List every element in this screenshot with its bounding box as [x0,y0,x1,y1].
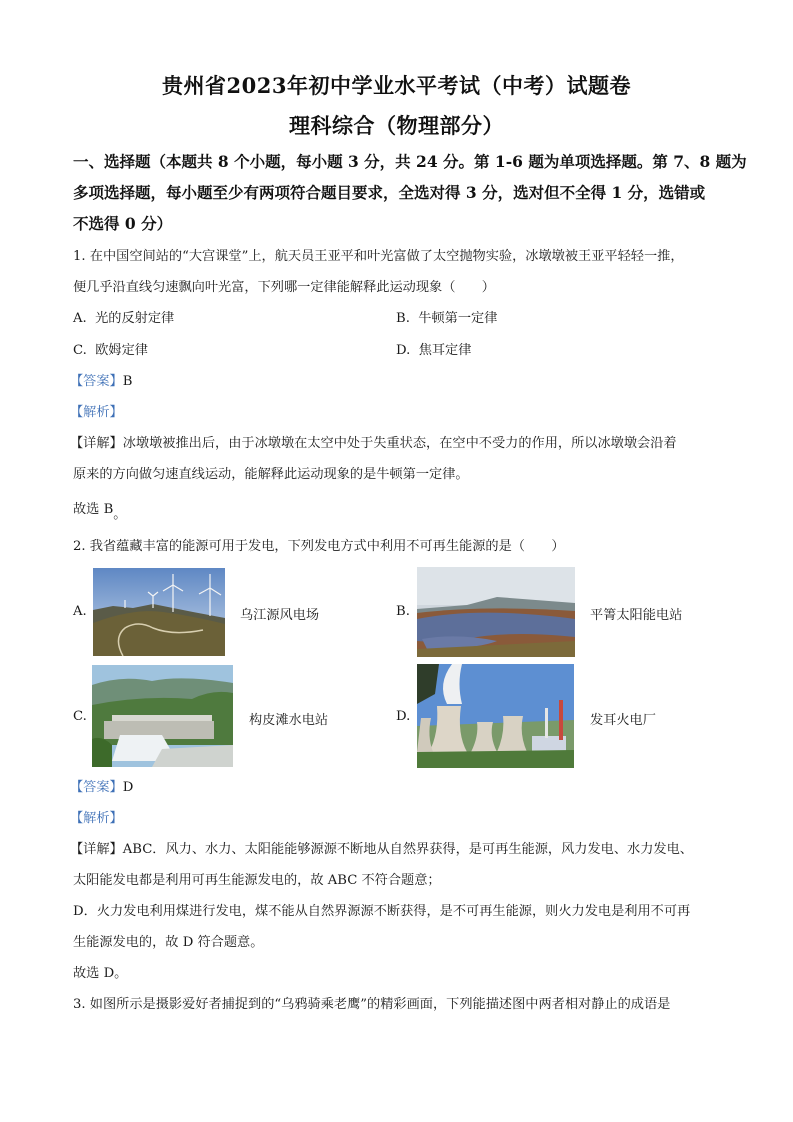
q2-detail-line2: 太阳能发电都是利用可再生能源发电的，故 ABC 不符合题意； [73,873,441,888]
q1-option-c [73,339,148,358]
q1-stem-line2: 便几乎沿直线匀速飘向叶光富，下列哪一定律能解释此运动现象（ ） [73,280,495,295]
thermal-plant-image [417,664,574,768]
q2-detail-line1 [70,838,693,857]
q2-detail-line3: D．火力发电利用煤进行发电，煤不能从自然界源源不断获得，是不可再生能源，则火力发电是利用不可再 [73,904,691,919]
option-text: 欧姆定律 [95,343,148,358]
answer-label: 【答案】 [70,374,123,389]
option-text: 焦耳定律 [418,343,472,358]
q1-option-a [73,307,174,326]
q1-answer [70,370,132,389]
q3-stem: 3. 如图所示是摄影爱好者捕捉到的“乌鸦骑乘老鹰”的精彩画面，下列能描述图中两者相对静止的成语是 [73,997,671,1012]
q2-option-d-key: D. [396,709,411,724]
page-title: 贵州省2023年初中学业水平考试（中考）试题卷 [162,73,631,98]
section-instructions-line3: 不选得 0 分） [73,214,173,233]
q1-stem-line1: 1. 在中国空间站的“大宫课堂”上，航天员王亚平和叶光富做了太空抛物实验，冰墩墩被王亚平轻轻一推， [73,249,684,264]
q1-conclusion [73,498,127,522]
option-key: C. [73,343,87,358]
q2-option-a-label: 乌江源风电场 [240,608,320,623]
answer-label: 【答案】 [70,780,123,795]
page-subtitle: 理科综合（物理部分） [289,113,504,138]
q2-detail-line4: 生能源发电的，故 D 符合题意。 [73,935,264,950]
detail-text: 冰墩墩被推出后，由于冰墩墩在太空中处于失重状态，在空中不受力的作用，所以冰墩墩会沿着 [122,436,677,451]
q2-option-c-label: 构皮滩水电站 [249,713,329,728]
conclusion-text: 故选 B [73,502,114,517]
option-key: D. [396,343,411,358]
option-key: A. [73,311,87,326]
q2-option-b-key: B. [396,604,410,619]
q1-detail-line2: 原来的方向做匀速直线运动，能解释此运动现象的是牛顿第一定律。 [73,467,469,482]
section-instructions-line2: 多项选择题，每小题至少有两项符合题目要求，全选对得 3 分，选对但不全得 1 分，选错或 [73,183,706,202]
q2-answer [70,776,133,795]
q2-option-c-key: C. [73,709,87,724]
detail-text: ABC．风力、水力、太阳能能够源源不断地从自然界获得，是可再生能源，风力发电、水力发电、 [122,842,693,857]
q1-option-b [396,307,497,326]
q2-stem: 2. 我省蕴藏丰富的能源可用于发电，下列发电方式中利用不可再生能源的是（ ） [73,539,565,554]
section-instructions-line1: 一、选择题（本题共 8 个小题，每小题 3 分，共 24 分。第 1-6 题为单项选择题。第 7、8 题为 [73,152,747,171]
q1-analysis-label: 【解析】 [70,405,123,420]
option-key: B. [396,311,410,326]
q2-option-b-label: 平箐太阳能电站 [590,608,683,623]
answer-value: B [122,374,133,389]
q2-analysis-label: 【解析】 [70,811,123,826]
q2-option-a-key: A. [73,604,87,619]
option-text: 牛顿第一定律 [418,311,498,326]
wind-farm-image [93,568,225,656]
q1-detail-line1 [70,432,677,451]
answer-value: D [122,780,134,795]
conclusion-period: 。 [113,507,127,522]
option-text: 光的反射定律 [95,311,175,326]
q1-option-d [396,339,471,358]
solar-farm-image [417,567,575,657]
q2-option-d-label: 发耳火电厂 [590,713,656,728]
detail-label: 【详解】 [70,842,123,857]
hydro-dam-image [92,665,233,767]
q2-conclusion: 故选 D。 [73,966,128,981]
detail-label: 【详解】 [70,436,123,451]
